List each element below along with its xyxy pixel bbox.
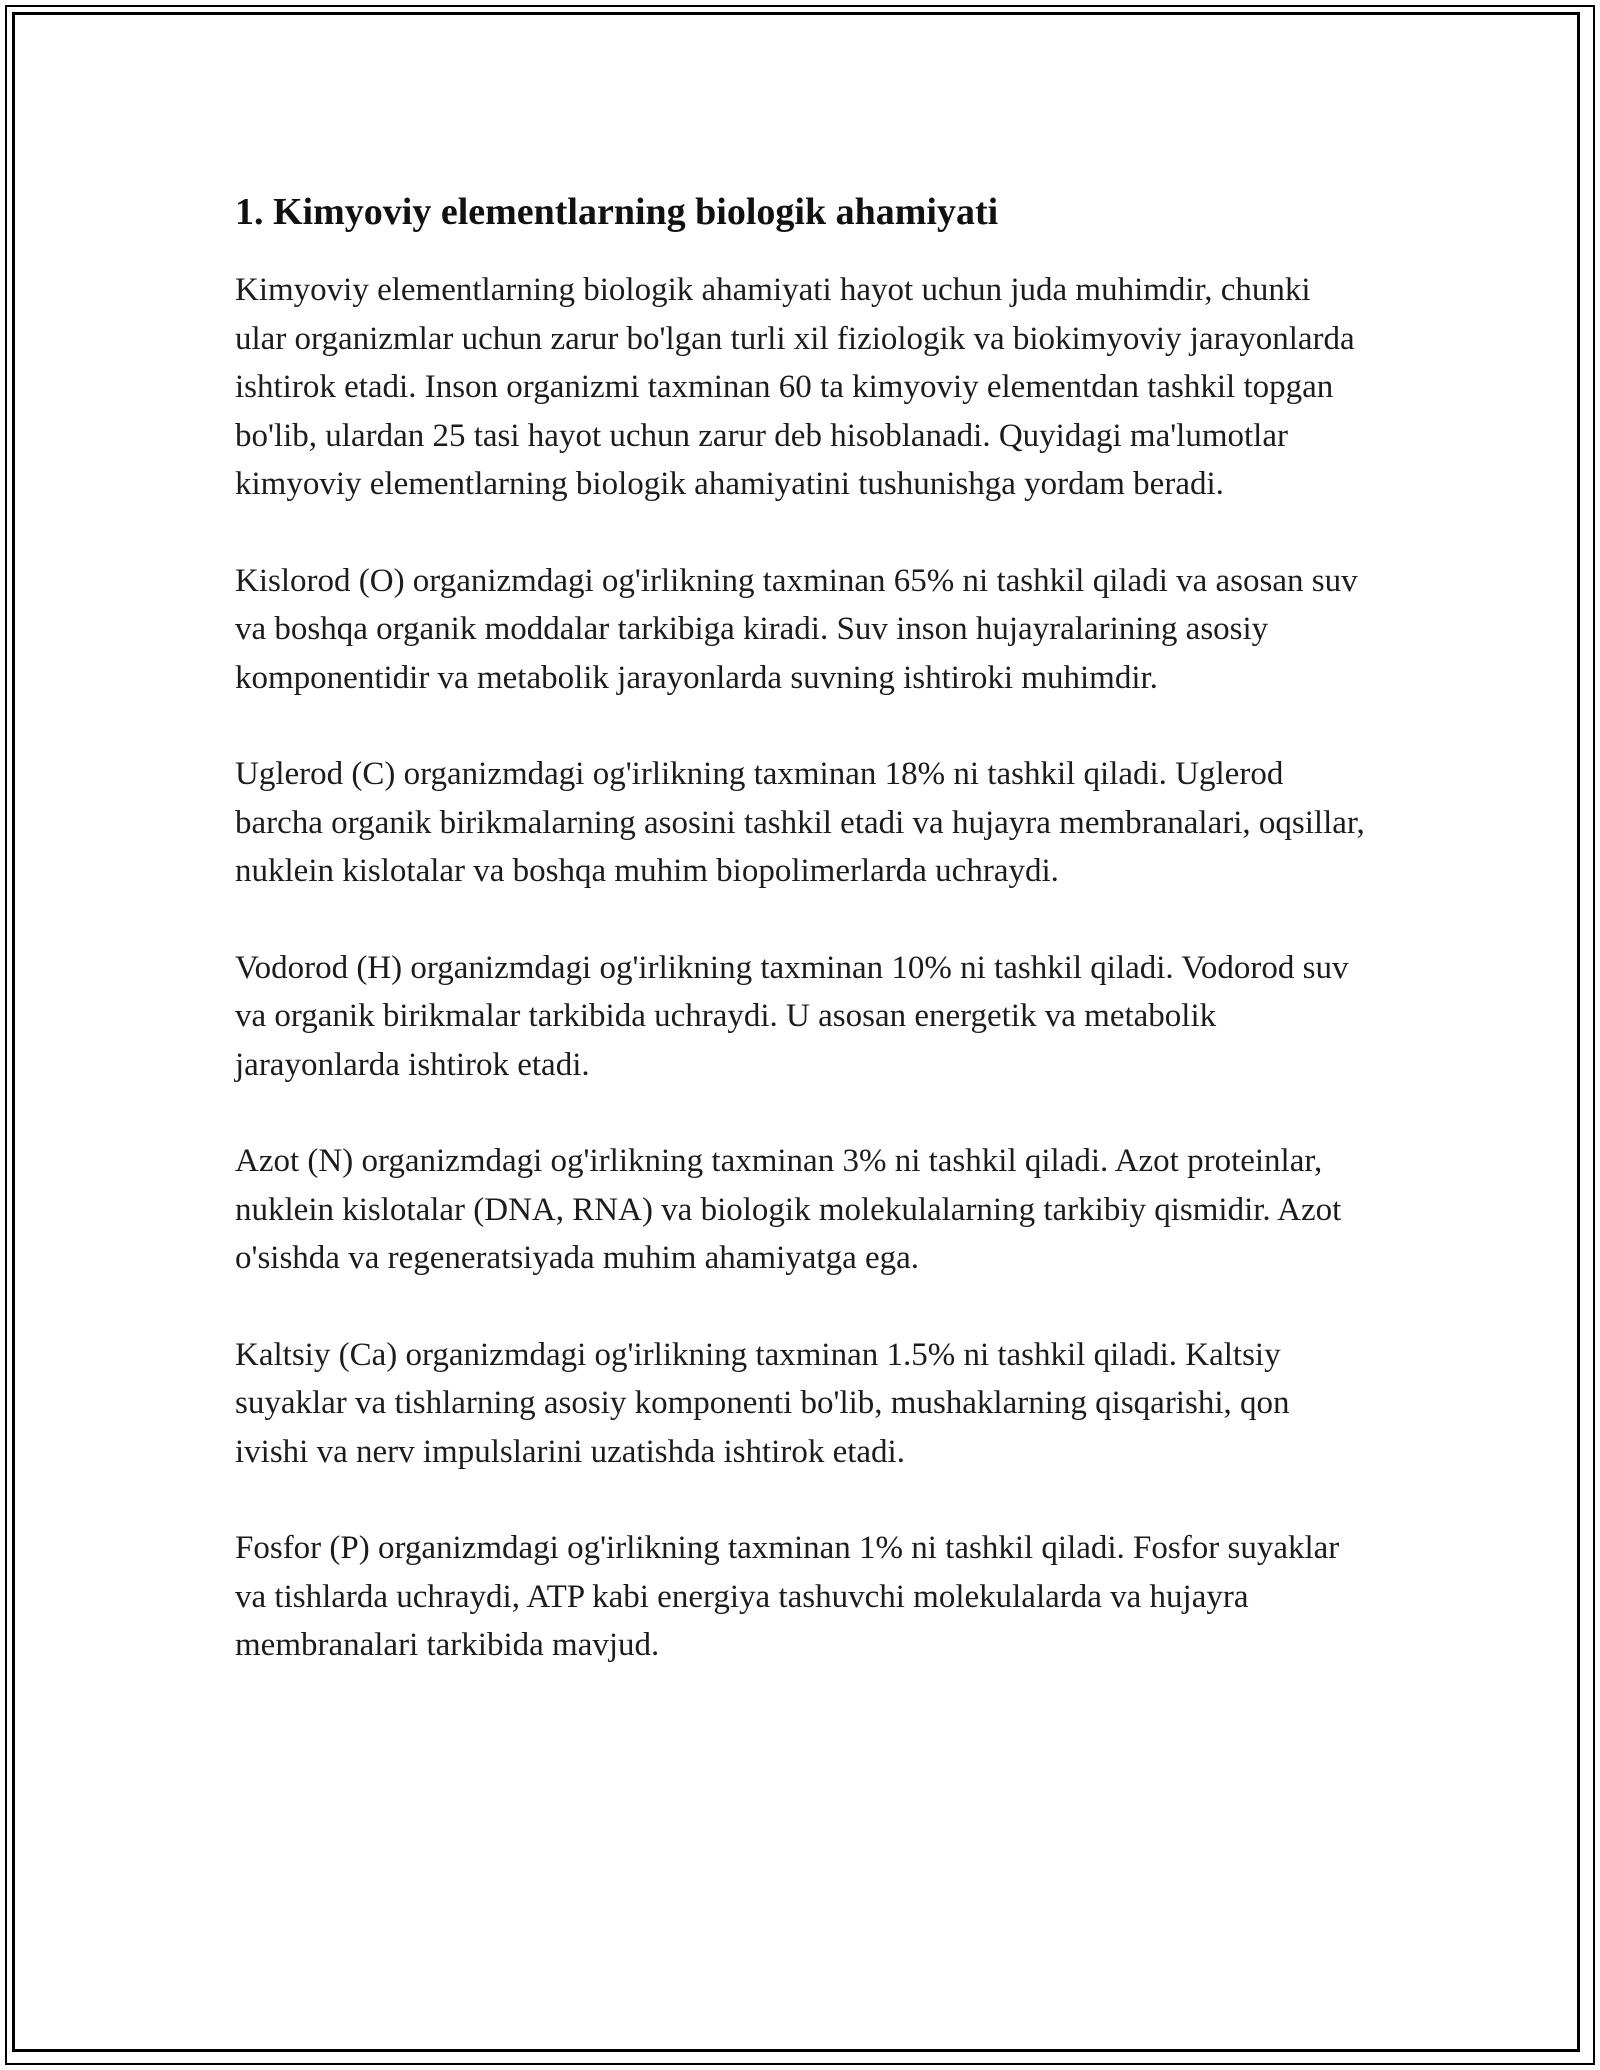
oxygen-paragraph: Kislorod (O) organizmdagi og'irlikning taxminan 65% ni tashkil qiladi va asosan suv va boshqa organik moddalar tarkibiga kiradi. Suv inson hujayralarining asosiy komponentidir va metabolik jarayonlarda suvning ishtiroki muhimdir.: [235, 562, 1358, 696]
calcium-paragraph: Kaltsiy (Ca) organizmdagi og'irlikning taxminan 1.5% ni tashkil qiladi. Kaltsiy suyaklar va tishlarning asosiy komponenti bo'lib, mushaklarning qisqarishi, qon ivishi va nerv impulslarini uzatishda ishtirok etadi.: [235, 1336, 1290, 1470]
intro-paragraph: Kimyoviy elementlarning biologik ahamiyati hayot uchun juda muhimdir, chunki ular organizmlar uchun zarur bo'lgan turli xil fiziologik va biokimyoviy jarayonlarda ishtirok etadi. Inson organizmi taxminan 60 ta kimyoviy elementdan tashkil topgan bo'lib, ulardan 25 tasi hayot uchun zarur deb hisoblanadi. Quyidagi ma'lumotlar kimyoviy elementlarning biologik ahamiyatini tushunishga yordam beradi.: [235, 272, 1355, 502]
hydrogen-paragraph: Vodorod (H) organizmdagi og'irlikning taxminan 10% ni tashkil qiladi. Vodorod suv va organik birikmalar tarkibida uchraydi. U asosan energetik va metabolik jarayonlarda ishtirok etadi.: [235, 949, 1349, 1083]
section-title: 1. Kimyoviy elementlarning biologik ahamiyati: [235, 191, 999, 233]
nitrogen-paragraph: Azot (N) organizmdagi og'irlikning taxminan 3% ni tashkil qiladi. Azot proteinlar, nuklein kislotalar (DNA, RNA) va biologik molekulalarning tarkibiy qismidir. Azot o'sishda va regeneratsiyada muhim ahamiyatga ega.: [235, 1143, 1342, 1276]
phosphorus-paragraph: Fosfor (P) organizmdagi og'irlikning taxminan 1% ni tashkil qiladi. Fosfor suyaklar va tishlarda uchraydi, ATP kabi energiya tashuvchi molekulalarda va hujayra membranalari tarkibida mavjud.: [235, 1530, 1340, 1663]
document-body: [235, 188, 1365, 1718]
carbon-paragraph: Uglerod (C) organizmdagi og'irlikning taxminan 18% ni tashkil qiladi. Uglerod barcha organik birikmalarning asosini tashkil etadi va hujayra membranalari, oqsillar, nuklein kislotalar va boshqa muhim biopolimerlarda uchraydi.: [235, 756, 1365, 889]
